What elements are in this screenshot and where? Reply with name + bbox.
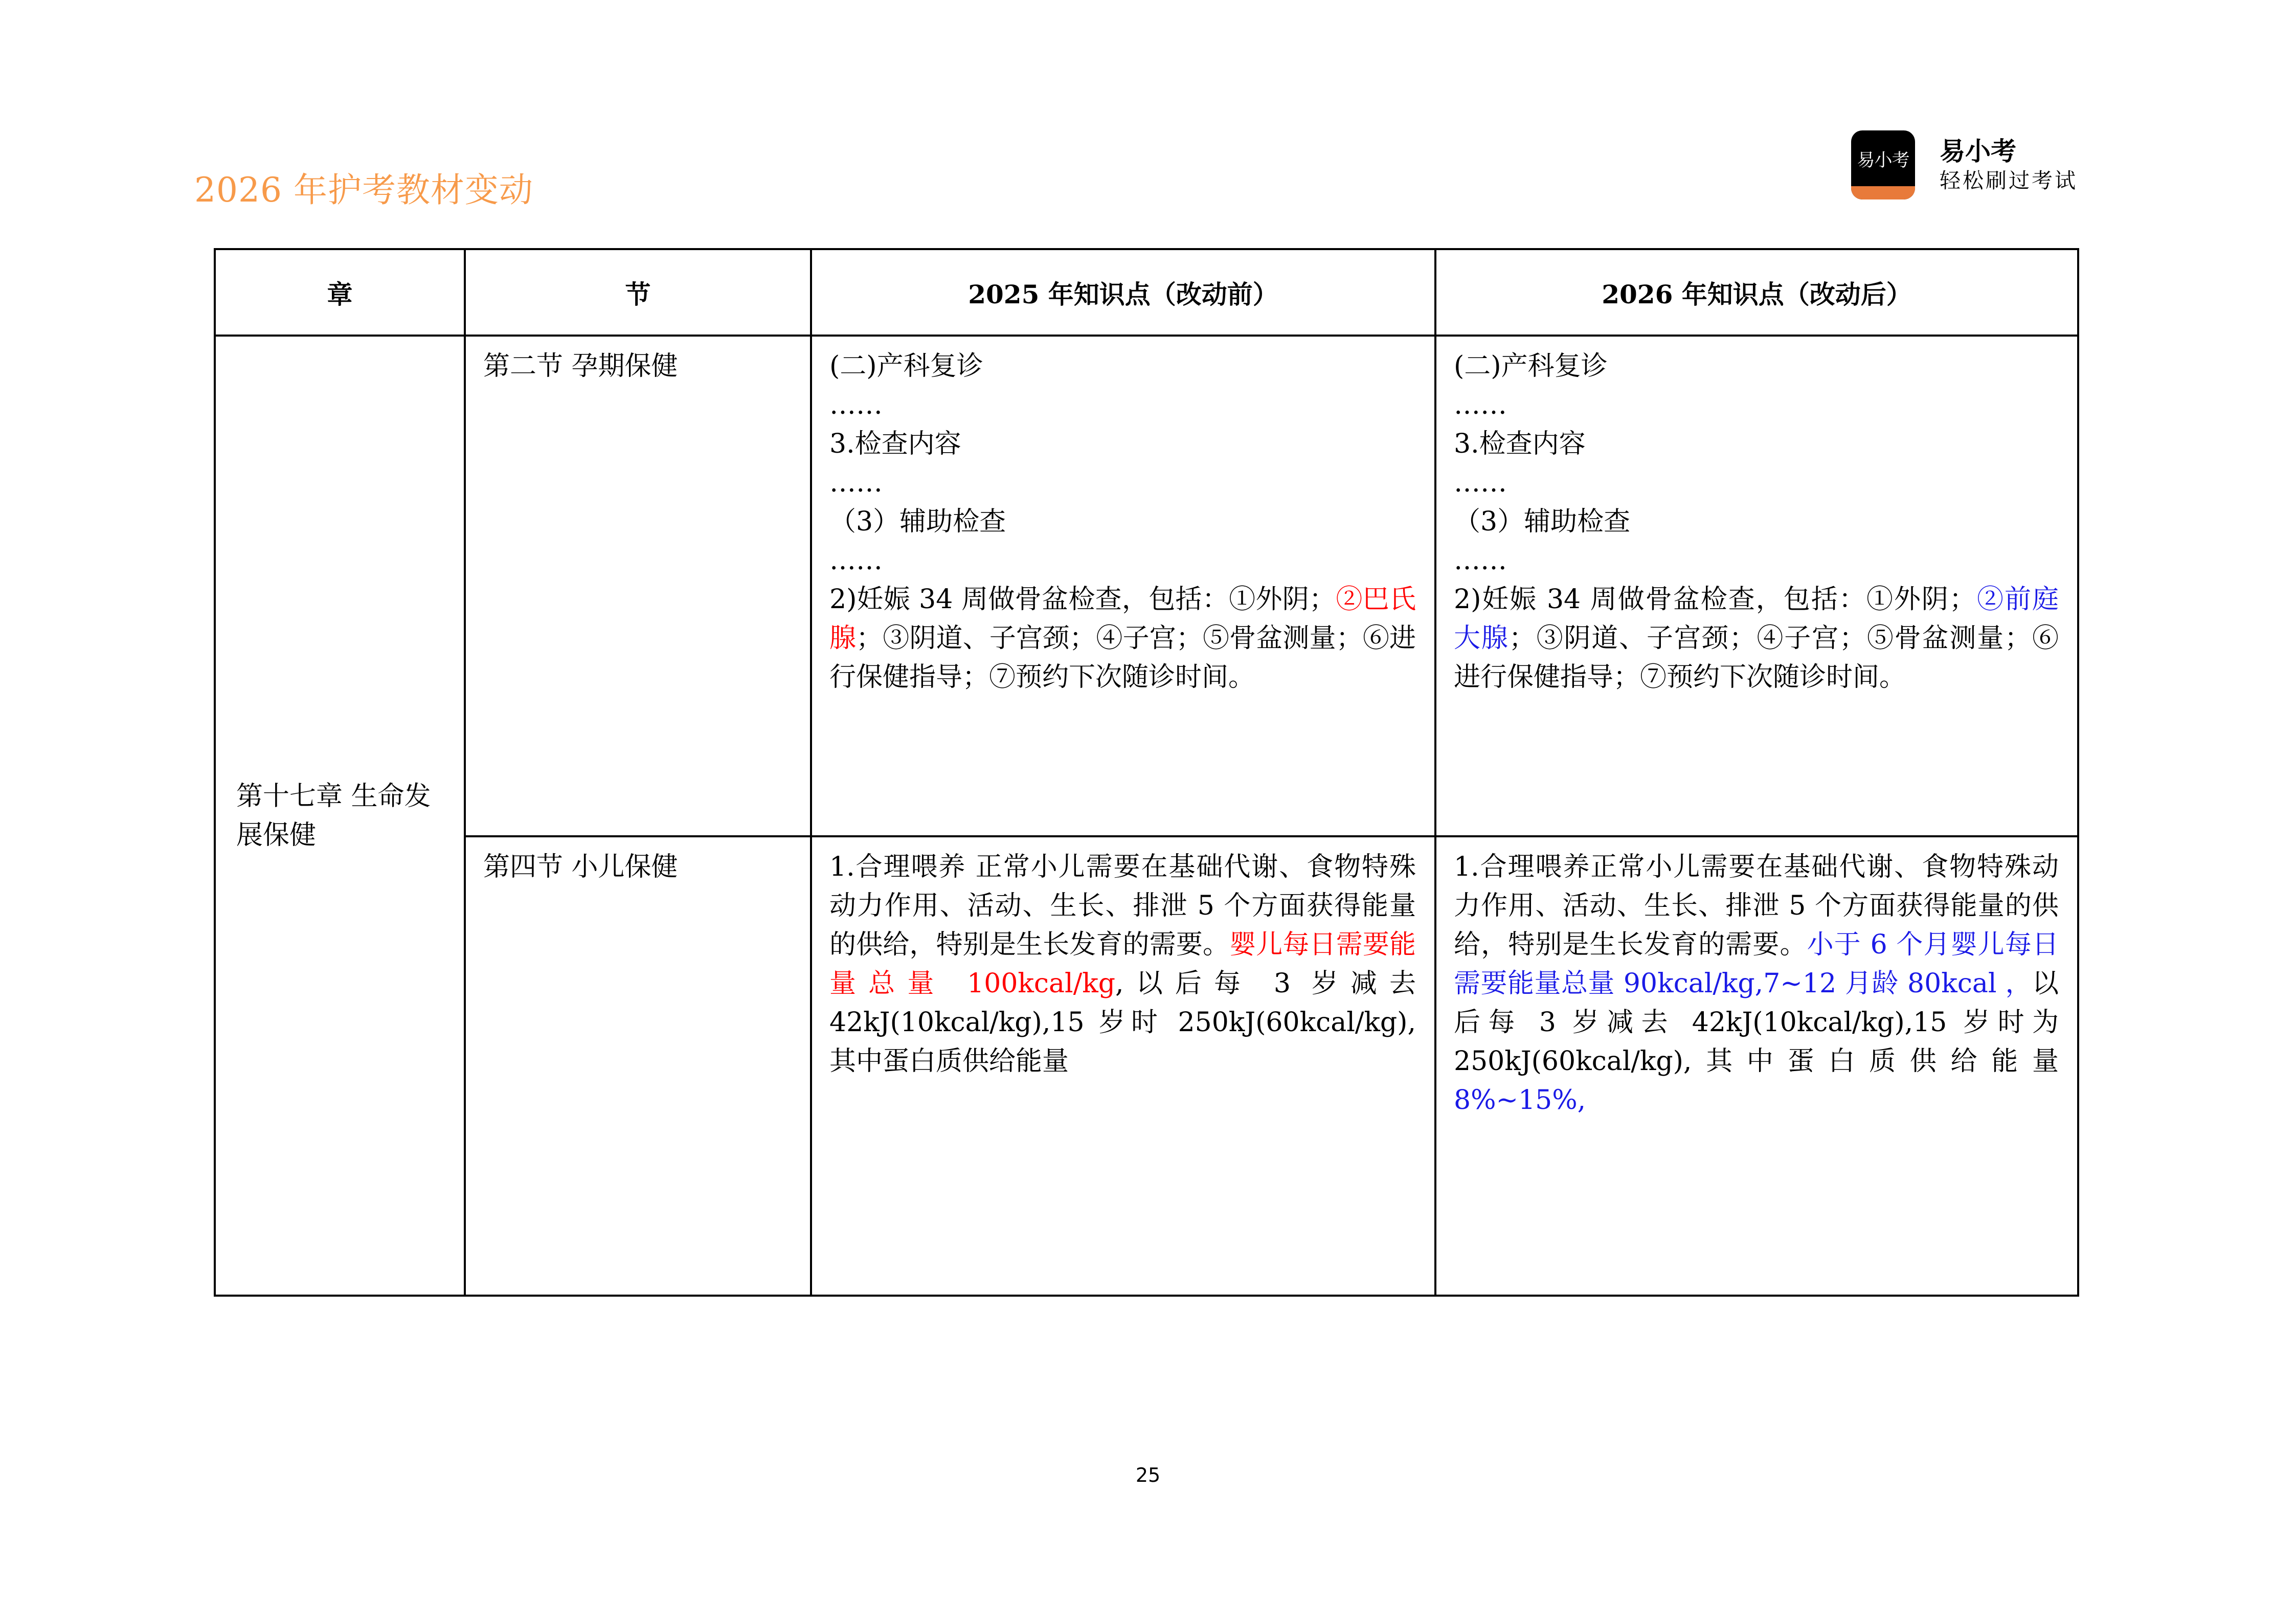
ellipsis-line: …… (1454, 390, 1507, 420)
highlight-added: 小于 6 个月婴儿每日需要能量总量 90kcal/kg,7~12 月龄 80kcal ， (1454, 929, 2059, 999)
logo-text: 易小考 (1857, 150, 1909, 171)
header-2026-after: 2026 年知识点（改动后） (1435, 249, 2078, 336)
paragraph-text: ；③阴道、子宫颈；④子宫；⑤骨盆测量；⑥进行保健指导；⑦预约下次随诊时间。 (829, 623, 1416, 693)
paragraph-text: 2)妊娠 34 周做骨盆检查，包括：①外阴； (1454, 584, 1976, 615)
content-line: （3）辅助检查 (1454, 506, 1631, 537)
header-section: 节 (465, 249, 811, 336)
brand-text (1940, 136, 2078, 194)
ellipsis-line: …… (829, 468, 883, 498)
table-row (215, 336, 2078, 836)
header-2025-before: 2025 年知识点（改动前） (811, 249, 1435, 336)
brand-logo-icon (1851, 130, 1915, 199)
paragraph-text: 以后每 3 岁减去 42kJ(10kcal/kg),15 岁时为 250kJ(60kcal/kg),其中蛋白质供给能量 (1454, 968, 2059, 1077)
ellipsis-line: …… (1454, 468, 1507, 498)
paragraph-text: 1.合理喂养正常小儿需要在基础代谢、食物特殊动力作用、活动、生长、排泄 5 个方面获得能量的供给，特别是生长发育的需要。 (1454, 852, 2059, 960)
brand-header (1851, 129, 2078, 201)
before-cell (811, 836, 1435, 1296)
ellipsis-line: …… (829, 390, 883, 420)
content-line: 3.检查内容 (1454, 429, 1586, 459)
chapter-name: 第十七章 生命发展保健 (236, 781, 431, 851)
content-paragraph (812, 837, 1434, 1091)
logo-orange-band (1851, 186, 1915, 199)
after-cell (1435, 836, 2078, 1296)
ellipsis-line: …… (1454, 545, 1507, 576)
content-line: (二)产科复诊 (1454, 351, 1608, 382)
paragraph-text: 2)妊娠 34 周做骨盆检查，包括：①外阴； (829, 584, 1336, 615)
section-name: 第二节 孕期保健 (483, 351, 678, 382)
highlight-removed: ②巴氏腺 (829, 584, 1416, 654)
highlight-removed: 婴儿每日需要能量总量 100kcal/kg (829, 929, 1416, 999)
brand-name: 易小考 (1940, 137, 2016, 166)
paragraph-text: ；③阴道、子宫颈；④子宫；⑤骨盆测量；⑥进行保健指导；⑦预约下次随诊时间。 (1454, 623, 2059, 693)
content-paragraph (1454, 580, 2059, 697)
content-line: 3.检查内容 (829, 429, 961, 459)
page-number: 25 (1135, 1464, 1161, 1486)
table-header-row (215, 249, 2078, 336)
content-line: （3）辅助检查 (829, 506, 1006, 537)
before-cell (811, 336, 1435, 836)
paragraph-text: ,以后每 3 岁减去 42kJ(10kcal/kg),15 岁时 250kJ(60kcal/kg),其中蛋白质供给能量 (829, 968, 1416, 1077)
paragraph-text: 1.合理喂养 正常小儿需要在基础代谢、食物特殊动力作用、活动、生长、排泄 5 个方面获得能量的供给，特别是生长发育的需要。 (829, 852, 1416, 960)
changes-table (214, 248, 2079, 1297)
document-title: 2026 年护考教材变动 (194, 170, 533, 210)
header-chapter: 章 (215, 249, 465, 336)
chapter-cell (215, 336, 465, 1296)
table-row (215, 836, 2078, 1296)
ellipsis-line: …… (829, 545, 883, 576)
section-cell (465, 336, 811, 836)
highlight-added: 8%~15%, (1454, 1085, 1586, 1116)
section-name: 第四节 小儿保健 (483, 852, 678, 882)
highlight-added: ②前庭大腺 (1454, 584, 2059, 654)
content-paragraph (829, 580, 1416, 697)
section-cell (465, 836, 811, 1296)
content-paragraph (1436, 837, 2077, 1130)
brand-slogan: 轻松刷过考试 (1940, 168, 2078, 193)
after-cell (1435, 336, 2078, 836)
content-line: (二)产科复诊 (829, 351, 983, 382)
